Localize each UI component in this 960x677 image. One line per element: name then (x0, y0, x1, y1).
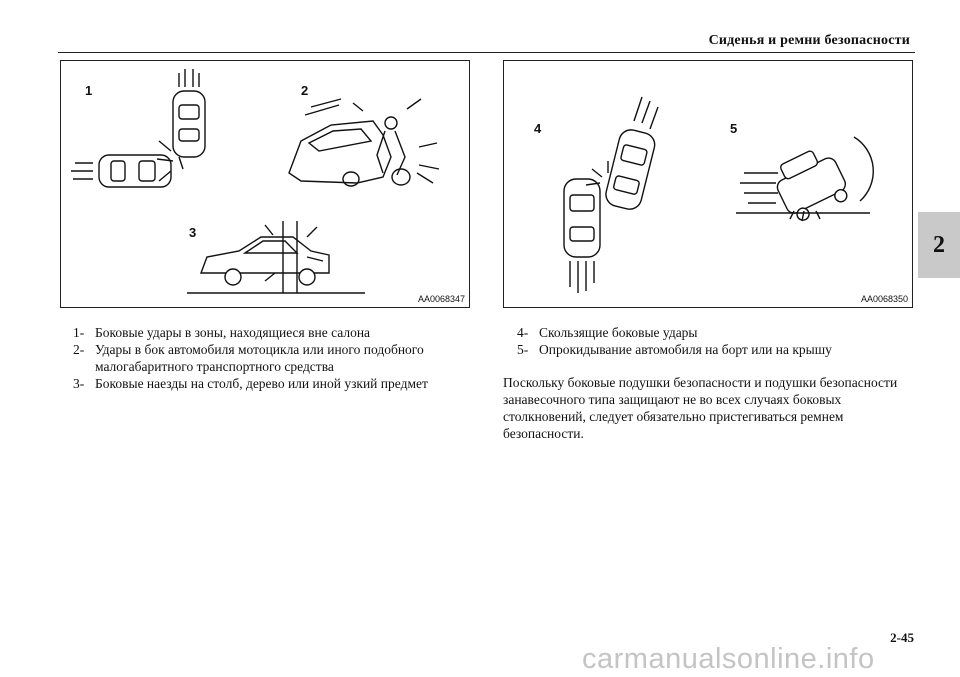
car-side-view-2 (289, 121, 391, 186)
figure-code: AA0068347 (417, 294, 465, 304)
watermark: carmanualsonline.info (582, 643, 875, 675)
header-divider (58, 52, 915, 53)
figure-glancing-rollover-illustration (504, 61, 912, 307)
list-item-text: Скользящие боковые удары (539, 325, 698, 340)
list-item-number: 1- (73, 325, 85, 340)
list-item-number: 4- (517, 325, 529, 340)
figure-side-impacts-illustration (61, 61, 469, 307)
car-side-view-3 (201, 237, 329, 285)
car-top-view-left (564, 179, 600, 257)
list-item (517, 324, 907, 341)
list-item-text: Удары в бок автомобиля мотоцикла или иного подобного малогабаритного транспортного средства (95, 342, 424, 374)
list-item-text: Боковые удары в зоны, находящиеся вне салона (95, 325, 371, 340)
impact-types-list-right (517, 324, 907, 358)
figure-glancing-rollover (503, 60, 913, 308)
list-item-number: 5- (517, 342, 529, 357)
list-item (73, 341, 473, 375)
figure-label-5: 5 (730, 121, 738, 136)
list-item-text: Опрокидывание автомобиля на борт или на крышу (539, 342, 832, 357)
list-item (73, 375, 473, 392)
list-item-number: 3- (73, 376, 85, 391)
figure-label-4: 4 (534, 121, 542, 136)
impact-types-list-left (73, 324, 473, 392)
figure-label-3: 3 (189, 225, 197, 240)
list-item (73, 324, 473, 341)
car-top-view-right (603, 127, 657, 211)
car-top-view-upright (173, 91, 205, 157)
body-paragraph: Поскольку боковые подушки безопасности и подушки безопасности занавесочного типа защищают не во всех случаях боковых столкновений, следует обязательно пристегиваться ремнем безопасности. (503, 375, 898, 441)
figure-label-1: 1 (85, 83, 93, 98)
page-number: 2-45 (890, 630, 914, 645)
figure-code: AA0068350 (860, 294, 908, 304)
figure-label-2: 2 (301, 83, 309, 98)
page-header-title: Сиденья и ремни безопасности (708, 33, 910, 48)
list-item (517, 341, 907, 358)
list-item-text: Боковые наезды на столб, дерево или иной узкий предмет (95, 376, 428, 391)
chapter-tab[interactable]: 2 (918, 212, 960, 278)
list-item-number: 2- (73, 342, 85, 357)
figure-side-impacts (60, 60, 470, 308)
